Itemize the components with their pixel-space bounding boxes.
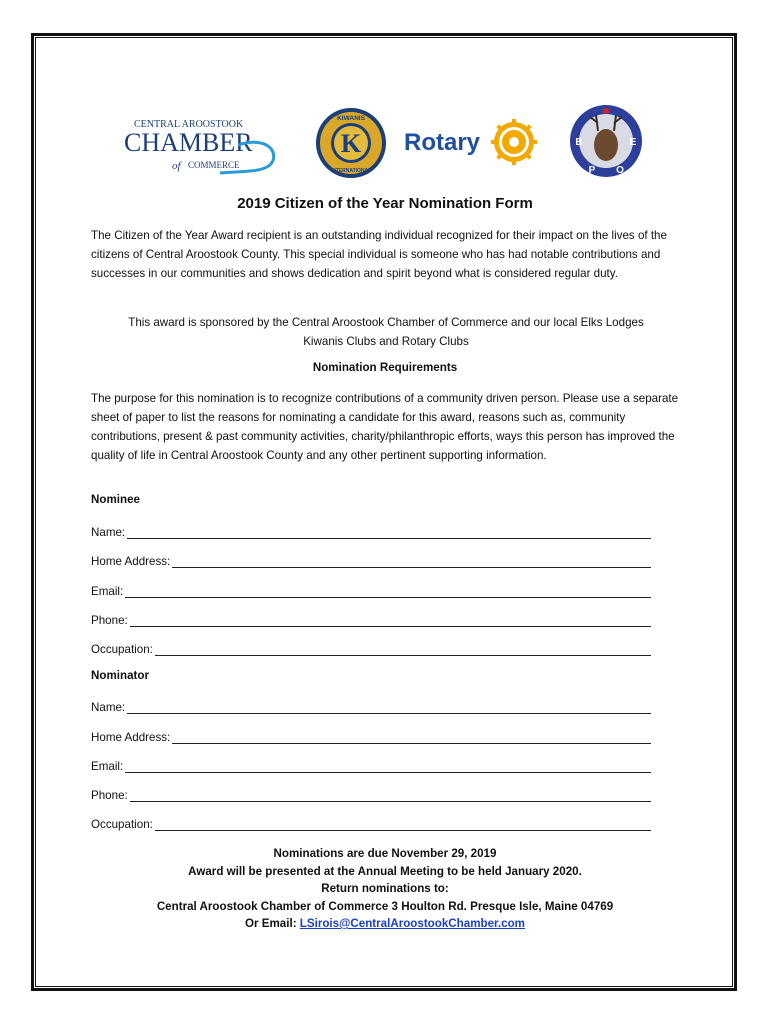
intro-paragraph: The Citizen of the Year Award recipient is an outstanding individual recognized for their impact on the lives of the citizens of Central Aroostook County. This special individual is someone who has had notable contributions and successes in our communities and shows dedication and spirit beyond what is considered regular duty. [91,229,667,280]
kiwanis-bottom-text: INTERNATIONAL [330,168,372,174]
email-line [0,915,770,933]
elks-logo [568,101,644,181]
nominee-name-field [91,521,651,539]
nominator-address-input[interactable] [172,731,651,744]
return-address: Central Aroostook Chamber of Commerce 3 Houlton Rd. Presque Isle, Maine 04769 [156,899,614,913]
rotary-wordmark: Rotary [404,129,481,156]
nominator-occupation-input[interactable] [155,818,651,831]
nominee-address-field [91,550,651,568]
nominee-occupation-input[interactable] [155,643,651,656]
kiwanis-top-text: KIWANIS [337,115,365,122]
purpose-paragraph: The purpose for this nomination is to recognize contributions of a community driven person. Please use a separate sheet of paper to list the reasons for nominating a candidate for this award, reasons such as, community contributions, present & past community activities, charity/philanthropic efforts, ways this person has improved the quality of life in Central Aroostook County and any other pertinent supporting information. [91,392,679,462]
nominee-email-input[interactable] [125,585,651,598]
field-label: Phone: [91,614,128,627]
kiwanis-letter: K [340,129,362,158]
email-prefix: Or Email: [245,917,300,930]
field-label: Home Address: [91,731,171,744]
nominee-phone-input[interactable] [130,614,651,627]
chamber-logo-top: CENTRAL AROOSTOOK [134,119,244,130]
nominator-phone-input[interactable] [130,789,651,802]
field-label: Email: [91,760,124,773]
field-label: Occupation: [91,643,153,656]
nominator-name-input[interactable] [127,701,651,714]
rotary-logo [404,118,544,166]
elks-letter-o: O [616,165,624,176]
nominee-occupation-field [91,638,651,656]
return-label: Return nominations to: [321,882,449,895]
nominator-occupation-field [91,813,651,831]
chamber-logo-commerce: COMMERCE [188,160,240,170]
nominee-name-input[interactable] [127,526,651,539]
elks-letter-e: E [629,137,637,148]
nominee-address-input[interactable] [172,555,651,568]
sponsor-logos [120,105,650,185]
rotary-wheel-icon [491,119,537,165]
elks-letter-b: B [575,137,583,148]
field-label: Occupation: [91,818,153,831]
nominator-heading: Nominator [91,669,149,682]
sponsor-line-2: Kiwanis Clubs and Rotary Clubs [303,335,469,348]
field-label: Home Address: [91,555,171,568]
sponsor-line-1: This award is sponsored by the Central Aroostook Chamber of Commerce and our local Elks Lodges [128,316,644,329]
field-label: Name: [91,701,126,714]
nominator-address-field [91,726,651,744]
nominator-phone-field [91,784,651,802]
kiwanis-logo [315,105,387,181]
due-date: Nominations are due November 29, 2019 [273,847,497,860]
field-label: Phone: [91,789,128,802]
elk-head-icon [594,129,618,161]
chamber-logo-main: CHAMBER [124,128,253,157]
nominee-email-field [91,580,651,598]
submission-info [0,845,770,933]
chamber-logo-of: of [172,160,181,172]
presentation-info: Award will be presented at the Annual Meeting to be held January 2020. [188,864,582,878]
nominator-email-field [91,755,651,773]
nominee-heading: Nominee [91,493,140,506]
field-label: Name: [91,526,126,539]
nominator-email-input[interactable] [125,760,651,773]
elks-letter-p: P [588,165,596,176]
form-title: 2019 Citizen of the Year Nomination Form [237,195,533,212]
nominator-name-field [91,696,651,714]
field-label: Email: [91,585,124,598]
nominee-phone-field [91,609,651,627]
requirements-heading: Nomination Requirements [312,361,458,374]
chamber-logo [120,115,290,175]
email-link[interactable]: LSirois@CentralAroostookChamber.com [299,917,525,930]
sponsor-paragraph [91,313,681,351]
